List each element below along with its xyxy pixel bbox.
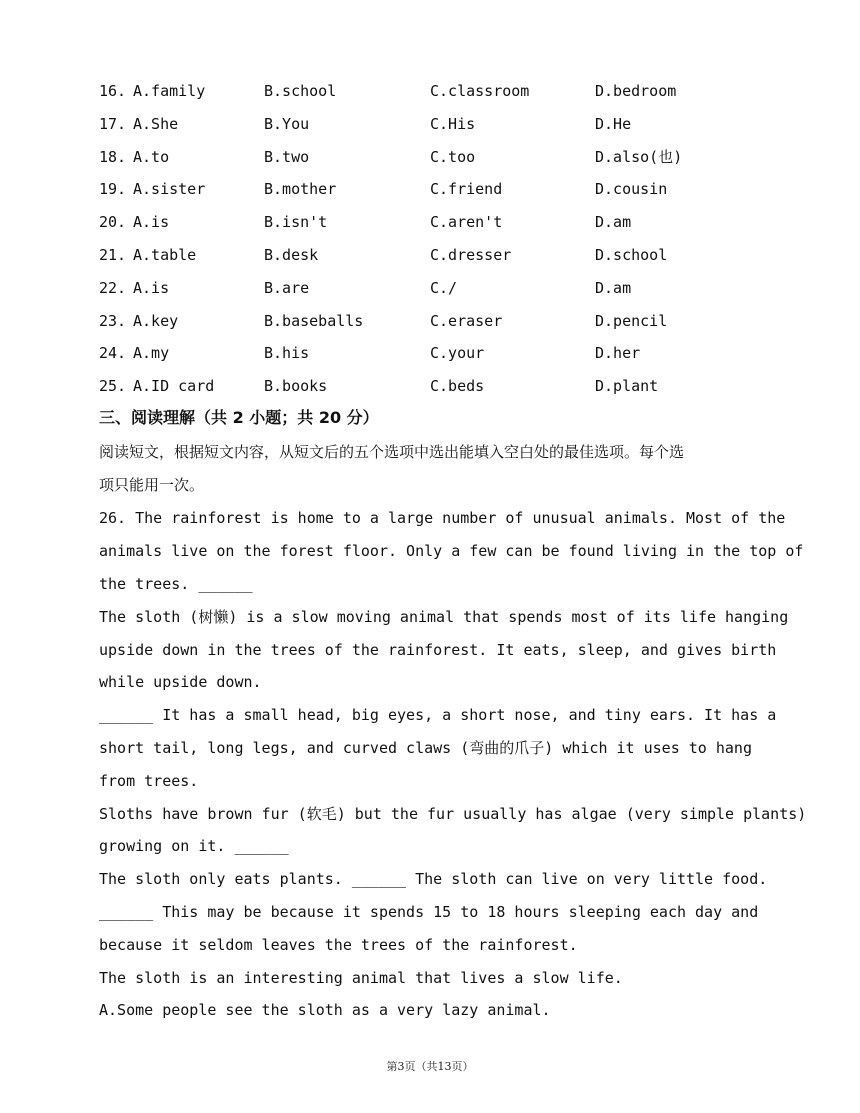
option-c: C.too — [430, 148, 476, 166]
passage-line: The sloth (树懒) is a slow moving animal that spends most of its life hanging — [99, 608, 789, 626]
passage-line: 26. The rainforest is home to a large number of unusual animals. Most of the — [99, 509, 786, 527]
passage-line: animals live on the forest floor. Only a few can be found living in the top of — [99, 542, 804, 560]
option-c: C.your — [430, 344, 485, 362]
option-b: B.isn't — [264, 213, 328, 231]
question-number: 23. — [99, 312, 127, 330]
passage-line: short tail, long legs, and curved claws (弯曲的爪子) which it uses to hang — [99, 739, 752, 757]
option-c: C.beds — [430, 377, 485, 395]
passage-line: the trees. ______ — [99, 575, 253, 593]
instruction-line: 阅读短文，根据短文内容，从短文后的五个选项中选出能填入空白处的最佳选项。每个选 — [99, 443, 685, 461]
option-row-17 — [0, 112, 860, 136]
option-a: A.to — [133, 148, 170, 166]
option-b: B.mother — [264, 180, 337, 198]
option-row-19 — [0, 177, 860, 201]
option-row-25 — [0, 374, 860, 398]
question-number: 17. — [99, 115, 127, 133]
instruction-line: 项只能用一次。 — [99, 476, 205, 494]
option-d: D.also(也) — [595, 148, 683, 166]
option-a: A.table — [133, 246, 197, 264]
question-number: 24. — [99, 344, 127, 362]
option-b: B.desk — [264, 246, 319, 264]
passage-line: while upside down. — [99, 673, 262, 691]
option-a: A.sister — [133, 180, 206, 198]
option-c: C.classroom — [430, 82, 530, 100]
question-number: 16. — [99, 82, 127, 100]
option-a: A.She — [133, 115, 179, 133]
passage-line: ______ It has a small head, big eyes, a short nose, and tiny ears. It has a — [99, 706, 777, 724]
passage-line: growing on it. ______ — [99, 837, 289, 855]
option-b: B.baseballs — [264, 312, 364, 330]
question-number: 19. — [99, 180, 127, 198]
option-d: D.am — [595, 213, 632, 231]
option-row-16 — [0, 79, 860, 103]
option-a: A.is — [133, 279, 170, 297]
option-row-20 — [0, 210, 860, 234]
option-a: A.ID card — [133, 377, 215, 395]
passage-line: The sloth only eats plants. ______ The sloth can live on very little food. — [99, 870, 768, 888]
option-c: C.eraser — [430, 312, 503, 330]
option-b: B.are — [264, 279, 310, 297]
option-b: B.his — [264, 344, 310, 362]
option-a: A.family — [133, 82, 206, 100]
option-row-23 — [0, 309, 860, 333]
option-d: D.plant — [595, 377, 659, 395]
option-c: C.aren't — [430, 213, 503, 231]
option-d: D.school — [595, 246, 668, 264]
option-d: D.He — [595, 115, 632, 133]
passage-line: from trees. — [99, 772, 199, 790]
option-b: B.school — [264, 82, 337, 100]
passage-line: upside down in the trees of the rainforest. It eats, sleep, and gives birth — [99, 641, 777, 659]
passage-line: ______ This may be because it spends 15 to 18 hours sleeping each day and — [99, 903, 759, 921]
question-number: 22. — [99, 279, 127, 297]
option-d: D.am — [595, 279, 632, 297]
question-number: 20. — [99, 213, 127, 231]
option-c: C.His — [430, 115, 476, 133]
option-a: A.is — [133, 213, 170, 231]
option-row-18 — [0, 145, 860, 169]
passage-line: A.Some people see the sloth as a very lazy animal. — [99, 1001, 551, 1019]
option-d: D.cousin — [595, 180, 668, 198]
passage-line: because it seldom leaves the trees of the rainforest. — [99, 936, 578, 954]
option-d: D.bedroom — [595, 82, 677, 100]
option-b: B.You — [264, 115, 310, 133]
passage-line: The sloth is an interesting animal that lives a slow life. — [99, 969, 623, 987]
section-title: 三、阅读理解（共 2 小题；共 20 分） — [99, 408, 379, 427]
option-d: D.pencil — [595, 312, 668, 330]
option-row-21 — [0, 243, 860, 267]
option-row-22 — [0, 276, 860, 300]
question-number: 18. — [99, 148, 127, 166]
option-a: A.key — [133, 312, 179, 330]
option-c: C.friend — [430, 180, 503, 198]
option-b: B.books — [264, 377, 328, 395]
question-number: 25. — [99, 377, 127, 395]
option-a: A.my — [133, 344, 170, 362]
option-row-24 — [0, 341, 860, 365]
option-d: D.her — [595, 344, 641, 362]
option-c: C.dresser — [430, 246, 512, 264]
question-number: 21. — [99, 246, 127, 264]
option-c: C./ — [430, 279, 458, 297]
option-b: B.two — [264, 148, 310, 166]
page-footer: 第3页（共13页） — [386, 1060, 474, 1073]
passage-line: Sloths have brown fur (软毛) but the fur usually has algae (very simple plants) — [99, 805, 807, 823]
